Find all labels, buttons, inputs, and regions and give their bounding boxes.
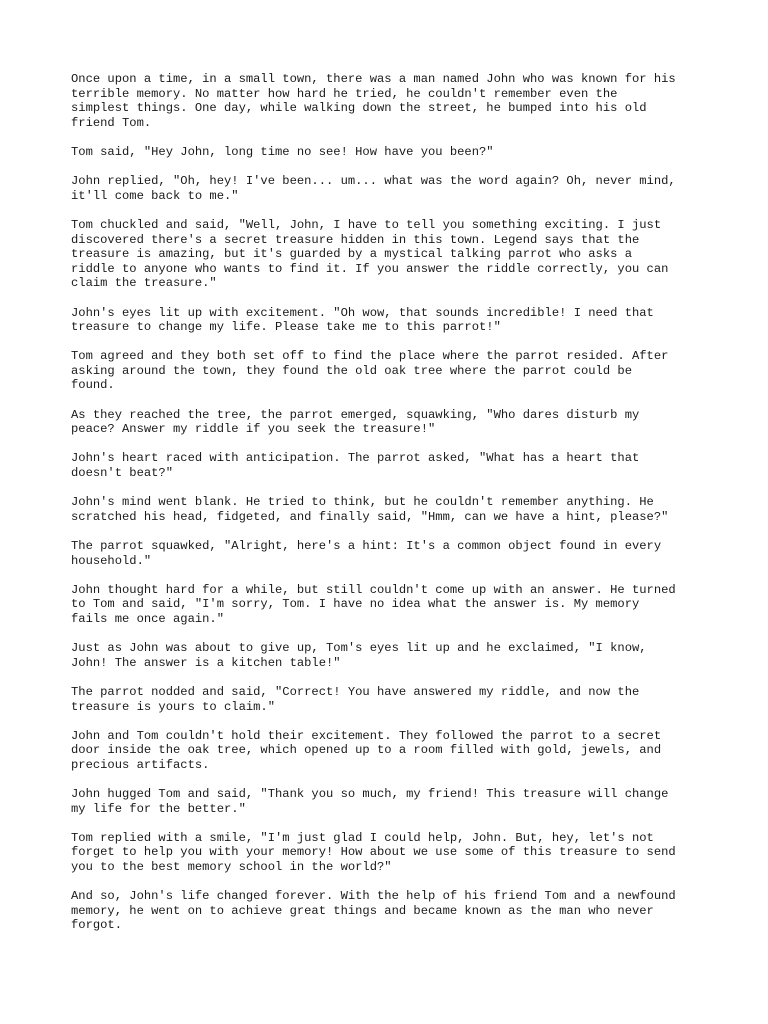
paragraph-7: As they reached the tree, the parrot emerged, squawking, "Who dares disturb my peace? Answer my riddle if you seek the treasure!"	[71, 407, 640, 437]
paragraph-13: The parrot nodded and said, "Correct! You have answered my riddle, and now the treasure is yours to claim."	[71, 684, 640, 714]
paragraph-1: Once upon a time, in a small town, there was a man named John who was known for his terrible memory. No matter how hard he tried, he couldn't remember even the simplest things. One day, while walking down the street, he bumped into his old friend Tom.	[71, 72, 676, 130]
paragraph-6: Tom agreed and they both set off to find the place where the parrot resided. After asking around the town, they found the old oak tree where the parrot could be found.	[71, 349, 669, 393]
paragraph-12: Just as John was about to give up, Tom's eyes lit up and he exclaimed, "I know, John! The answer is a kitchen table!"	[71, 641, 647, 670]
paragraph-16: Tom replied with a smile, "I'm just glad I could help, John. But, hey, let's not forget to help you with your memory! How about we use some of this treasure to send you to the best memory school in the world?"	[71, 830, 676, 875]
paragraph-2: Tom said, "Hey John, long time no see! How have you been?"	[71, 144, 494, 159]
paragraph-4: Tom chuckled and said, "Well, John, I have to tell you something exciting. I just discovered there's a secret treasure hidden in this town. Legend says that the treasure is amazing, but it's guarded by a mystical talking parrot who asks a riddle to anyone who wants to find it. If you answer the riddle correctly, you can claim the treasure."	[71, 217, 669, 291]
paragraph-8: John's heart raced with anticipation. The parrot asked, "What has a heart that doesn't beat?"	[71, 451, 640, 481]
paragraph-17: And so, John's life changed forever. With the help of his friend Tom and a newfound memory, he went on to achieve great things and became known as the man who never forgot.	[71, 889, 676, 933]
paragraph-5: John's eyes lit up with excitement. "Oh wow, that sounds incredible! I need that treasure to change my life. Please take me to this parrot!"	[71, 305, 654, 335]
paragraph-3: John replied, "Oh, hey! I've been... um... what was the word again? Oh, never mind, it'll come back to me."	[71, 174, 676, 203]
paragraph-15: John hugged Tom and said, "Thank you so much, my friend! This treasure will change my life for the better."	[71, 787, 669, 816]
paragraph-9: John's mind went blank. He tried to think, but he couldn't remember anything. He scratched his head, fidgeted, and finally said, "Hmm, can we have a hint, please?"	[71, 495, 669, 524]
paragraph-11: John thought hard for a while, but still couldn't come up with an answer. He turned to Tom and said, "I'm sorry, Tom. I have no idea what the answer is. My memory fails me once again."	[71, 582, 676, 626]
document-body	[71, 72, 711, 948]
paragraph-14: John and Tom couldn't hold their excitement. They followed the parrot to a secret door inside the oak tree, which opened up to a room filled with gold, jewels, and precious artifacts.	[71, 728, 662, 772]
paragraph-10: The parrot squawked, "Alright, here's a hint: It's a common object found in every household."	[71, 539, 662, 568]
